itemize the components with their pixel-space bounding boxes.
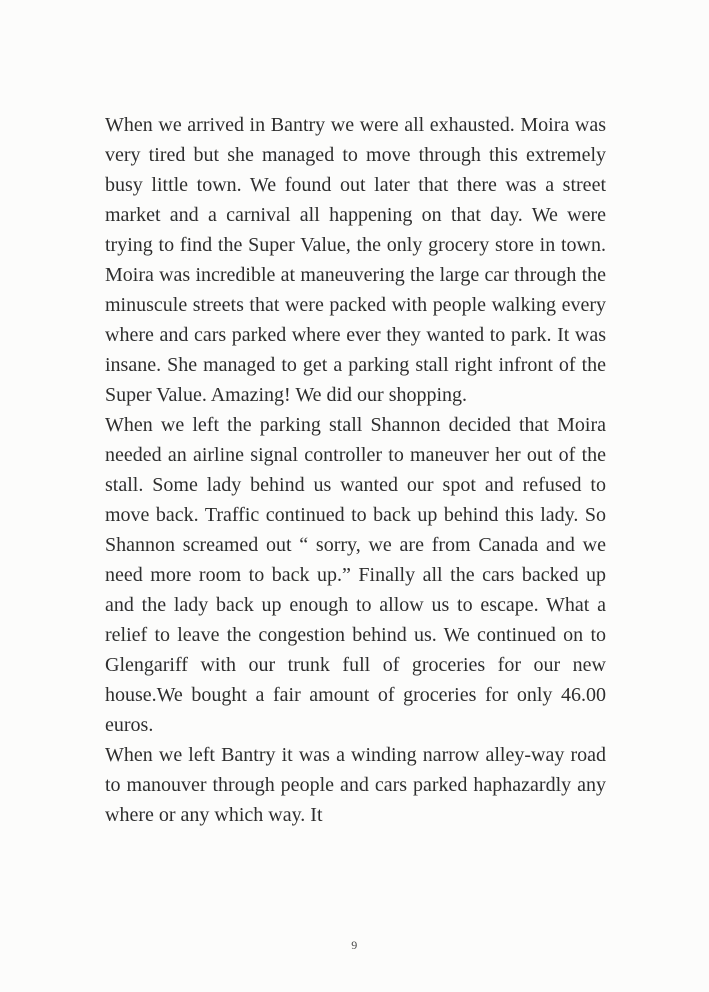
paragraph-2: When we left the parking stall Shannon decided that Moira needed an airline signal controller to maneuver her out of the stall. Some lady behind us wanted our spot and refused to move back. Traffic continued to back up behind this lady. So Shannon screamed out “ sorry, we are from Canada and we need more room to back up.” Finally all the cars backed up and the lady back up enough to allow us to escape. What a relief to leave the congestion behind us. We continued on to Glengariff with our trunk full of groceries for our new house.We bought a fair amount of groceries for only 46.00 euros. bbox=[105, 414, 606, 736]
body-text bbox=[105, 110, 606, 830]
page-number: 9 bbox=[351, 938, 358, 952]
paragraph-3: When we left Bantry it was a winding narrow alley-way road to manouver through people and cars parked haphazardly any where or any which way. It bbox=[105, 744, 606, 826]
paragraph-1: When we arrived in Bantry we were all exhausted. Moira was very tired but she managed to move through this extremely busy little town. We found out later that there was a street market and a carnival all happening on that day. We were trying to find the Super Value, the only grocery store in town. Moira was incredible at maneuvering the large car through the minuscule streets that were packed with people walking every where and cars parked where ever they wanted to park. It was insane. She managed to get a parking stall right infront of the Super Value. Amazing! We did our shopping. bbox=[105, 114, 606, 406]
